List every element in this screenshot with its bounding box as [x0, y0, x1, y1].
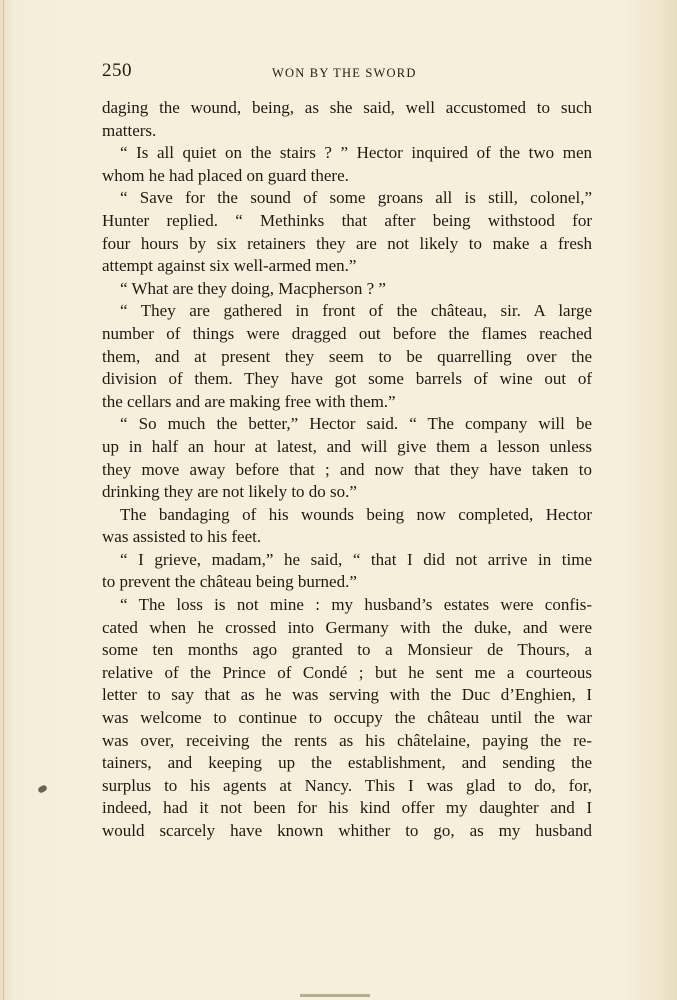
text-line: relative of the Prince of Condé ; but he sent me a courteous — [102, 662, 592, 682]
text-line: the cellars and are making free with them.” — [102, 391, 396, 411]
text-line: surplus to his agents at Nancy. This I was glad to do, for, — [102, 775, 592, 795]
text-line: matters. — [102, 120, 157, 140]
text-line: letter to say that as he was serving with the Duc d’Enghien, I — [102, 685, 592, 705]
text-line: was assisted to his feet. — [102, 527, 262, 547]
page-bottom-mark — [300, 994, 370, 997]
text-line: “ Is all quiet on the stairs ? ” Hector inquired of the two men — [120, 143, 592, 163]
text-line: was over, receiving the rents as his châtelaine, paying the re- — [102, 730, 592, 750]
text-line: “ So much the better,” Hector said. “ The company will be — [120, 414, 592, 434]
text-line: “ I grieve, madam,” he said, “ that I did not arrive in time — [120, 549, 592, 569]
running-title: WON BY THE SWORD — [272, 66, 417, 80]
text-line: “ Save for the sound of some groans all is still, colonel,” — [120, 188, 592, 208]
text-line: to prevent the château being burned.” — [102, 572, 357, 592]
text-line: “ They are gathered in front of the château, sir. A large — [120, 301, 592, 321]
page-header — [102, 60, 592, 84]
ink-smudge — [37, 784, 48, 794]
text-line: them, and at present they seem to be quarrelling over the — [102, 346, 592, 366]
text-line: Hunter replied. “ Methinks that after being withstood for — [102, 210, 592, 230]
text-line: tainers, and keeping up the establishment, and sending the — [102, 753, 592, 773]
text-line: division of them. They have got some barrels of wine out of — [102, 369, 592, 389]
text-line: drinking they are not likely to do so.” — [102, 482, 357, 502]
text-line: they move away before that ; and now that they have taken to — [102, 459, 592, 479]
text-line: number of things were dragged out before the flames reached — [102, 323, 592, 343]
text-line: four hours by six retainers they are not likely to make a fresh — [102, 233, 592, 253]
page-spine-edge — [3, 0, 4, 1000]
page-number: 250 — [102, 60, 132, 81]
text-line: “ What are they doing, Macpherson ? ” — [120, 278, 386, 298]
body-text — [102, 97, 592, 843]
text-line: would scarcely have known whither to go, as my husband — [102, 821, 592, 840]
text-line: cated when he crossed into Germany with the duke, and were — [102, 617, 592, 637]
text-line: attempt against six well-armed men.” — [102, 256, 357, 276]
text-line: whom he had placed on guard there. — [102, 165, 349, 185]
text-line: indeed, had it not been for his kind offer my daughter and I — [102, 798, 592, 818]
text-line: daging the wound, being, as she said, well accustomed to such — [102, 98, 592, 117]
text-line: some ten months ago granted to a Monsieur de Thours, a — [102, 640, 592, 660]
text-line: “ The loss is not mine : my husband’s estates were confis- — [120, 595, 592, 615]
text-line: The bandaging of his wounds being now completed, Hector — [120, 504, 592, 524]
text-line: was welcome to continue to occupy the château until the war — [102, 708, 592, 728]
text-line: up in half an hour at latest, and will give them a lesson unless — [102, 436, 592, 456]
